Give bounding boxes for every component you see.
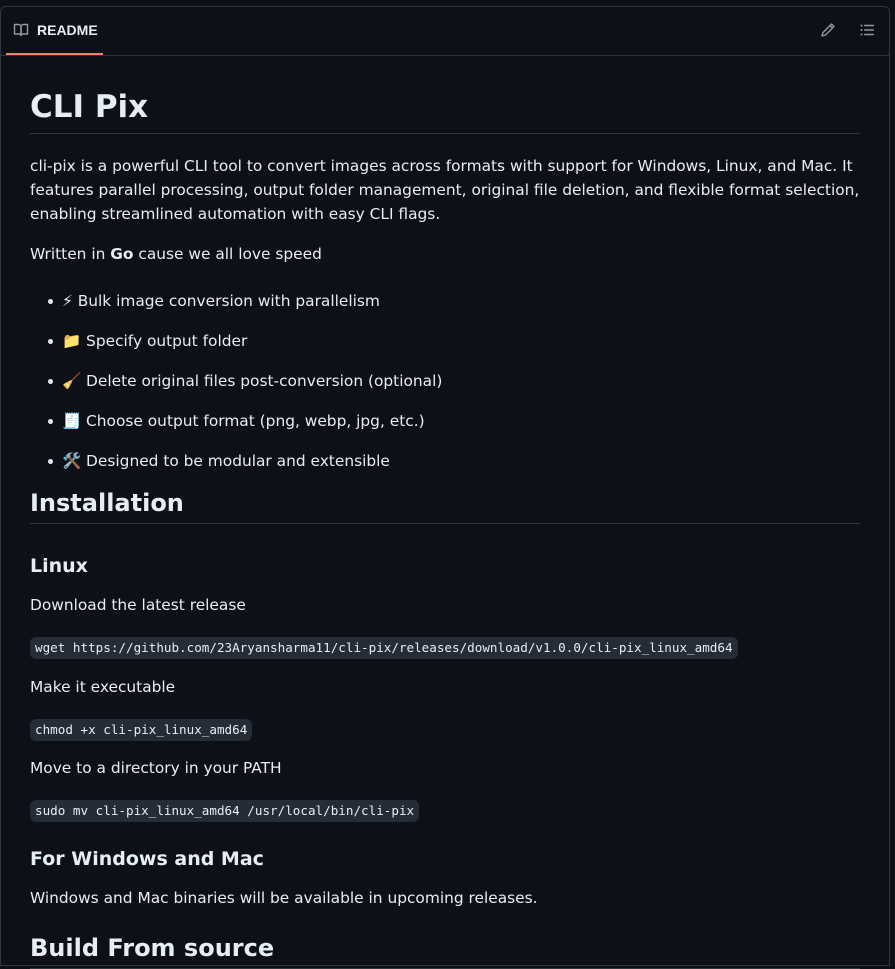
edit-button[interactable]	[817, 21, 839, 43]
windows-mac-heading: For Windows and Mac	[30, 848, 264, 870]
linux-step3-text: Move to a directory in your PATH	[30, 759, 282, 777]
windows-mac-text: Windows and Mac binaries will be available in upcoming releases.	[30, 889, 538, 907]
tab-readme[interactable]	[6, 7, 103, 55]
linux-step1-text: Download the latest release	[30, 596, 246, 614]
list-item: 📁 Specify output folder	[30, 329, 442, 369]
readme-title: CLI Pix	[30, 87, 860, 134]
linux-step2-code: chmod +x cli-pix_linux_amd64	[30, 719, 252, 741]
intro-paragraph: cli-pix is a powerful CLI tool to convert images across formats with support for Windows, Linux, and Mac. It features parallel processing, output folder management, original file deletion, and flexible format selection, enabling streamlined automation with easy CLI flags.	[30, 157, 860, 223]
written-prefix: Written in	[30, 245, 111, 263]
linux-step1-code: wget https://github.com/23Aryansharma11/cli-pix/releases/download/v1.0.0/cli-pix_linux_amd64	[30, 637, 738, 659]
list-icon	[859, 22, 875, 42]
linux-step3-code: sudo mv cli-pix_linux_amd64 /usr/local/bin/cli-pix	[30, 800, 419, 822]
tab-readme-label: README	[37, 22, 98, 38]
readme-header	[1, 7, 889, 56]
outline-button[interactable]	[856, 21, 878, 43]
written-suffix: cause we all love speed	[133, 245, 322, 263]
written-bold: Go	[110, 245, 134, 263]
list-item: 🧾 Choose output format (png, webp, jpg, etc.)	[30, 409, 442, 449]
list-item: 🛠️ Designed to be modular and extensible	[30, 449, 442, 489]
list-item: 🧹 Delete original files post-conversion (optional)	[30, 369, 442, 409]
written-in-paragraph	[30, 242, 860, 266]
readme-panel	[0, 6, 890, 966]
linux-step2-text: Make it executable	[30, 678, 176, 696]
list-item: ⚡ Bulk image conversion with parallelism	[30, 289, 442, 329]
book-icon	[13, 22, 29, 38]
linux-heading: Linux	[30, 555, 88, 577]
installation-heading: Installation	[30, 487, 860, 524]
build-heading: Build From source	[30, 932, 860, 969]
pencil-icon	[820, 22, 836, 42]
feature-list	[30, 289, 442, 489]
